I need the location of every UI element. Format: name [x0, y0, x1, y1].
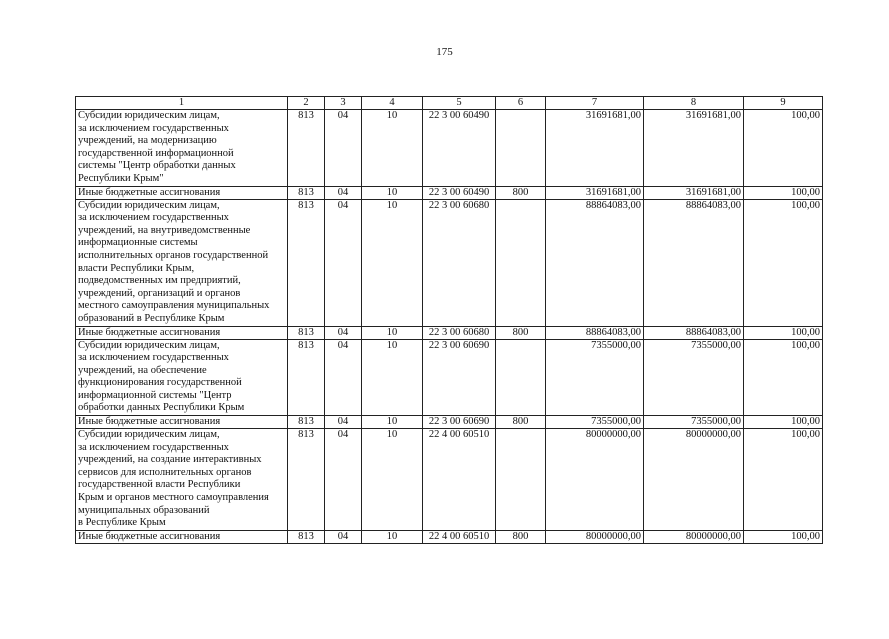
col-header: 7: [546, 97, 644, 110]
cell-planned: 80000000,00: [546, 429, 644, 531]
row-description: Субсидии юридическим лицам, за исключением государственных учреждений, на создание интерактивных сервисов для исполнительных органов государственной власти Республики Крым и органов местного самоуправления муниципальных образований в Республике Крым: [76, 429, 288, 531]
cell-target-code: 22 3 00 60690: [423, 339, 496, 416]
cell-planned: 31691681,00: [546, 186, 644, 199]
cell-section: 04: [325, 110, 362, 187]
row-description: Иные бюджетные ассигнования: [76, 186, 288, 199]
cell-planned: 88864083,00: [546, 326, 644, 339]
cell-percent: 100,00: [744, 199, 823, 326]
col-header: 6: [496, 97, 546, 110]
cell-section: 04: [325, 326, 362, 339]
cell-percent: 100,00: [744, 429, 823, 531]
cell-expense-type: 800: [496, 326, 546, 339]
cell-percent: 100,00: [744, 339, 823, 416]
row-description: Иные бюджетные ассигнования: [76, 416, 288, 429]
cell-percent: 100,00: [744, 530, 823, 543]
cell-planned: 88864083,00: [546, 199, 644, 326]
cell-planned: 7355000,00: [546, 339, 644, 416]
cell-expense-type: 800: [496, 530, 546, 543]
cell-subsection: 10: [362, 339, 423, 416]
table-row: [76, 199, 823, 326]
cell-section: 04: [325, 186, 362, 199]
table-row: [76, 339, 823, 416]
cell-section: 04: [325, 199, 362, 326]
cell-gov-code: 813: [288, 429, 325, 531]
budget-table: [75, 96, 823, 544]
cell-executed: 31691681,00: [644, 110, 744, 187]
cell-gov-code: 813: [288, 326, 325, 339]
cell-percent: 100,00: [744, 110, 823, 187]
cell-subsection: 10: [362, 326, 423, 339]
page-number: 175: [436, 46, 453, 58]
col-header: 4: [362, 97, 423, 110]
cell-expense-type: 800: [496, 416, 546, 429]
cell-target-code: 22 3 00 60680: [423, 199, 496, 326]
row-description: Иные бюджетные ассигнования: [76, 326, 288, 339]
cell-subsection: 10: [362, 186, 423, 199]
cell-percent: 100,00: [744, 326, 823, 339]
row-description: Субсидии юридическим лицам, за исключением государственных учреждений, на модернизацию государственной информационной системы "Центр обработки данных Республики Крым": [76, 110, 288, 187]
cell-subsection: 10: [362, 416, 423, 429]
cell-gov-code: 813: [288, 416, 325, 429]
cell-section: 04: [325, 416, 362, 429]
cell-target-code: 22 3 00 60490: [423, 186, 496, 199]
cell-target-code: 22 4 00 60510: [423, 530, 496, 543]
cell-target-code: 22 3 00 60680: [423, 326, 496, 339]
cell-target-code: 22 3 00 60690: [423, 416, 496, 429]
cell-executed: 31691681,00: [644, 186, 744, 199]
cell-expense-type: [496, 199, 546, 326]
cell-expense-type: [496, 429, 546, 531]
cell-gov-code: 813: [288, 339, 325, 416]
header-row: [76, 97, 823, 110]
table-row: [76, 416, 823, 429]
col-header: 8: [644, 97, 744, 110]
row-description: Субсидии юридическим лицам, за исключением государственных учреждений, на обеспечение функционирования государственной информационной системы "Центр обработки данных Республики Крым: [76, 339, 288, 416]
cell-expense-type: [496, 110, 546, 187]
cell-executed: 80000000,00: [644, 530, 744, 543]
cell-target-code: 22 4 00 60510: [423, 429, 496, 531]
cell-percent: 100,00: [744, 416, 823, 429]
row-description: Иные бюджетные ассигнования: [76, 530, 288, 543]
col-header: 9: [744, 97, 823, 110]
cell-executed: 80000000,00: [644, 429, 744, 531]
table-row: [76, 110, 823, 187]
cell-gov-code: 813: [288, 186, 325, 199]
cell-subsection: 10: [362, 429, 423, 531]
row-description: Субсидии юридическим лицам, за исключением государственных учреждений, на внутриведомственные информационные системы исполнительных органов государственной власти Республики Крым, подведомственных им предприятий, учреждений, организаций и органов местного самоуправления муниципальных образований в Республике Крым: [76, 199, 288, 326]
cell-percent: 100,00: [744, 186, 823, 199]
col-header: 1: [76, 97, 288, 110]
cell-executed: 7355000,00: [644, 416, 744, 429]
cell-subsection: 10: [362, 110, 423, 187]
cell-executed: 7355000,00: [644, 339, 744, 416]
cell-section: 04: [325, 530, 362, 543]
cell-target-code: 22 3 00 60490: [423, 110, 496, 187]
cell-gov-code: 813: [288, 110, 325, 187]
cell-planned: 80000000,00: [546, 530, 644, 543]
cell-planned: 31691681,00: [546, 110, 644, 187]
cell-gov-code: 813: [288, 199, 325, 326]
cell-expense-type: [496, 339, 546, 416]
cell-section: 04: [325, 339, 362, 416]
cell-gov-code: 813: [288, 530, 325, 543]
cell-executed: 88864083,00: [644, 326, 744, 339]
col-header: 3: [325, 97, 362, 110]
table-row: [76, 530, 823, 543]
cell-executed: 88864083,00: [644, 199, 744, 326]
cell-expense-type: 800: [496, 186, 546, 199]
cell-section: 04: [325, 429, 362, 531]
table-row: [76, 326, 823, 339]
table-row: [76, 429, 823, 531]
col-header: 5: [423, 97, 496, 110]
cell-subsection: 10: [362, 199, 423, 326]
cell-planned: 7355000,00: [546, 416, 644, 429]
table-row: [76, 186, 823, 199]
cell-subsection: 10: [362, 530, 423, 543]
col-header: 2: [288, 97, 325, 110]
